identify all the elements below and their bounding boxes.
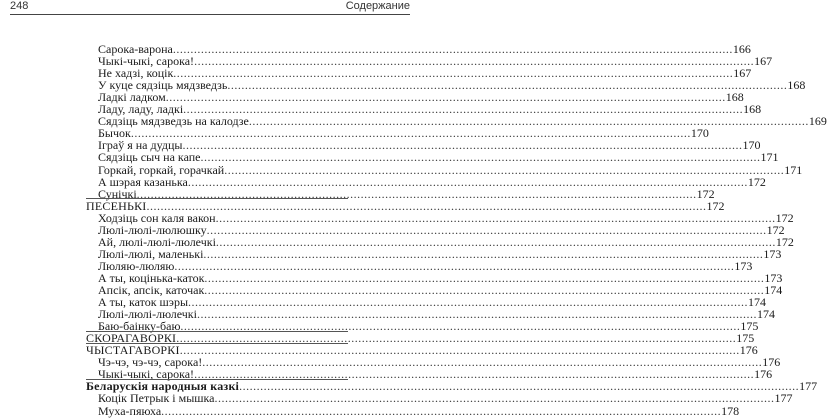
dot-leader: ................................................................................................................................................................ <box>248 114 809 129</box>
toc-page-number: 169 <box>808 114 827 129</box>
toc-page-number: 174 <box>756 307 775 322</box>
dot-leader: ................................................................................................................................................................ <box>165 90 726 105</box>
toc-page-number: 176 <box>739 343 758 358</box>
toc-page-number: 175 <box>740 319 759 334</box>
toc-page-number: 174 <box>748 295 767 310</box>
toc-page-number: 172 <box>775 210 794 225</box>
toc-entry-title: Люлі-люлі-люлечкі <box>98 307 197 322</box>
toc-entry-title: Не хадзі, коцік <box>98 66 174 81</box>
dot-leader: ................................................................................................................................................................ <box>183 102 744 117</box>
dot-leader: ................................................................................................................................................................ <box>182 138 743 153</box>
toc-entry-title: Чэ-чэ, чэ-чэ, сарока! <box>98 355 203 370</box>
toc-page-number: 172 <box>766 222 785 237</box>
toc-page-number: 176 <box>762 355 781 370</box>
dot-leader: ................................................................................................................................................................ <box>130 126 691 141</box>
toc-entry-title: Апсік, апсік, каточак <box>98 283 205 297</box>
toc-entry-title: СКОРАГАВОРКІ <box>86 331 177 346</box>
toc-entry <box>98 403 740 418</box>
dot-leader: ................................................................................................................................................................ <box>224 162 785 177</box>
toc-entry-title: Ходзіць сон каля вакон <box>98 210 216 225</box>
toc-page-number: 177 <box>799 379 818 394</box>
toc-entry-title: Коцік Петрык і мышка <box>98 391 215 406</box>
toc-page-number: 168 <box>787 78 806 93</box>
toc-entry-title: Ладу, ладу, ладкі <box>98 102 184 117</box>
toc-page-number: 168 <box>743 102 762 117</box>
toc-entry-title: ПЕСЕНЬКІ <box>86 198 147 213</box>
dot-leader: ................................................................................................................................................................ <box>187 174 748 189</box>
dot-leader: ................................................................................................................................................................ <box>188 295 749 310</box>
toc-entry-title: ЧЫСТАГАВОРКІ <box>86 343 180 358</box>
toc-entry-title: Чыкі-чыкі, сарока! <box>98 54 195 69</box>
dot-leader: ................................................................................................................................................................ <box>215 210 776 225</box>
toc-entry-title: А ты, каток шэры <box>98 295 189 310</box>
toc-entry-title: Люляю-люляю <box>98 258 175 273</box>
dot-leader: ................................................................................................................................................................ <box>194 54 755 69</box>
dot-leader: ................................................................................................................................................................ <box>173 66 734 81</box>
toc-page-number: 173 <box>734 258 753 273</box>
dot-leader: ................................................................................................................................................................ <box>196 307 757 322</box>
toc-page-number: 173 <box>763 246 782 261</box>
dot-leader: ................................................................................................................................................................ <box>214 391 775 406</box>
dot-leader: ................................................................................................................................................................ <box>215 234 776 249</box>
dot-leader: ................................................................................................................................................................ <box>179 343 740 358</box>
toc-page-number: 176 <box>754 367 773 382</box>
dot-leader: ................................................................................................................................................................ <box>204 283 765 297</box>
toc-page-number: 170 <box>690 126 709 141</box>
dot-leader: ................................................................................................................................................................ <box>202 355 763 370</box>
toc-page-number: 171 <box>760 150 779 165</box>
toc-entry-title: Сядзіць сыч на капе <box>98 150 201 165</box>
toc-entry-title: Муха-пяюха <box>98 403 162 418</box>
toc-page-number: 166 <box>732 42 751 56</box>
toc-page-number: 177 <box>774 391 793 406</box>
toc-entry-title: Люлі-люлі-люлюшку <box>98 222 207 237</box>
dot-leader: ................................................................................................................................................................ <box>203 246 764 261</box>
toc-entry-title: Баю-баінку-баю <box>98 319 181 334</box>
toc-entry-title: У куце сядзіць мядзведзь <box>98 78 228 93</box>
dot-leader: ................................................................................................................................................................ <box>136 186 697 201</box>
toc-entry-title: Люлі-люлі, маленькі <box>98 246 204 261</box>
toc-entry-title: Бычок <box>98 126 131 141</box>
toc-page-number: 172 <box>706 198 725 213</box>
toc-entry-title: Сядзіць мядзведзь на калодзе <box>98 114 249 129</box>
toc-entry-title: А шэрая казанька <box>98 174 188 189</box>
dot-leader: ................................................................................................................................................................ <box>174 258 735 273</box>
page-header <box>10 0 410 15</box>
dot-leader: ................................................................................................................................................................ <box>200 150 761 165</box>
dot-leader: ................................................................................................................................................................ <box>239 379 800 394</box>
dot-leader: ................................................................................................................................................................ <box>206 222 767 237</box>
dot-leader: ................................................................................................................................................................ <box>194 367 755 382</box>
toc-page-number: 172 <box>747 174 766 189</box>
toc-entry-title: Іграў я на дудцы <box>98 138 183 153</box>
toc-page-number: 173 <box>764 270 783 285</box>
dot-leader: ................................................................................................................................................................ <box>146 198 707 213</box>
toc-page-number: 172 <box>696 186 715 201</box>
dot-leader: ................................................................................................................................................................ <box>161 403 722 418</box>
dot-leader: ................................................................................................................................................................ <box>204 270 765 285</box>
toc-page-number: 178 <box>721 403 740 418</box>
toc-entry-title: А ты, коцінька-каток <box>98 270 205 285</box>
page-number: 248 <box>10 0 29 12</box>
dot-leader: ................................................................................................................................................................ <box>176 331 737 346</box>
toc-entry-title: Чыкі-чыкі, сарока! <box>98 367 195 382</box>
toc-page-number: 175 <box>736 331 755 346</box>
toc-page-number: 171 <box>784 162 803 177</box>
toc-entry-title: Беларускія народныя казкі <box>86 379 240 394</box>
dot-leader: ................................................................................................................................................................ <box>227 78 788 93</box>
dot-leader: ................................................................................................................................................................ <box>172 42 733 56</box>
toc-page-number: 174 <box>764 283 783 297</box>
toc-page-number: 170 <box>742 138 761 153</box>
toc-page-number: 172 <box>775 234 794 249</box>
toc-entry-title: Ай, люлі-люлі-люлечкі <box>98 234 216 249</box>
toc-entry-title: Ладкі ладком <box>98 90 166 105</box>
toc-page-number: 167 <box>754 54 773 69</box>
toc-entry-title: Сунічкі <box>98 186 137 201</box>
header-title: Содержание <box>345 0 410 12</box>
toc-page-number: 167 <box>733 66 752 81</box>
toc-entry-title: Горкай, горкай, горачкай <box>98 162 225 177</box>
dot-leader: ................................................................................................................................................................ <box>180 319 741 334</box>
toc-entry-title: Сарока-варона <box>98 42 173 56</box>
toc-page-number: 168 <box>725 90 744 105</box>
